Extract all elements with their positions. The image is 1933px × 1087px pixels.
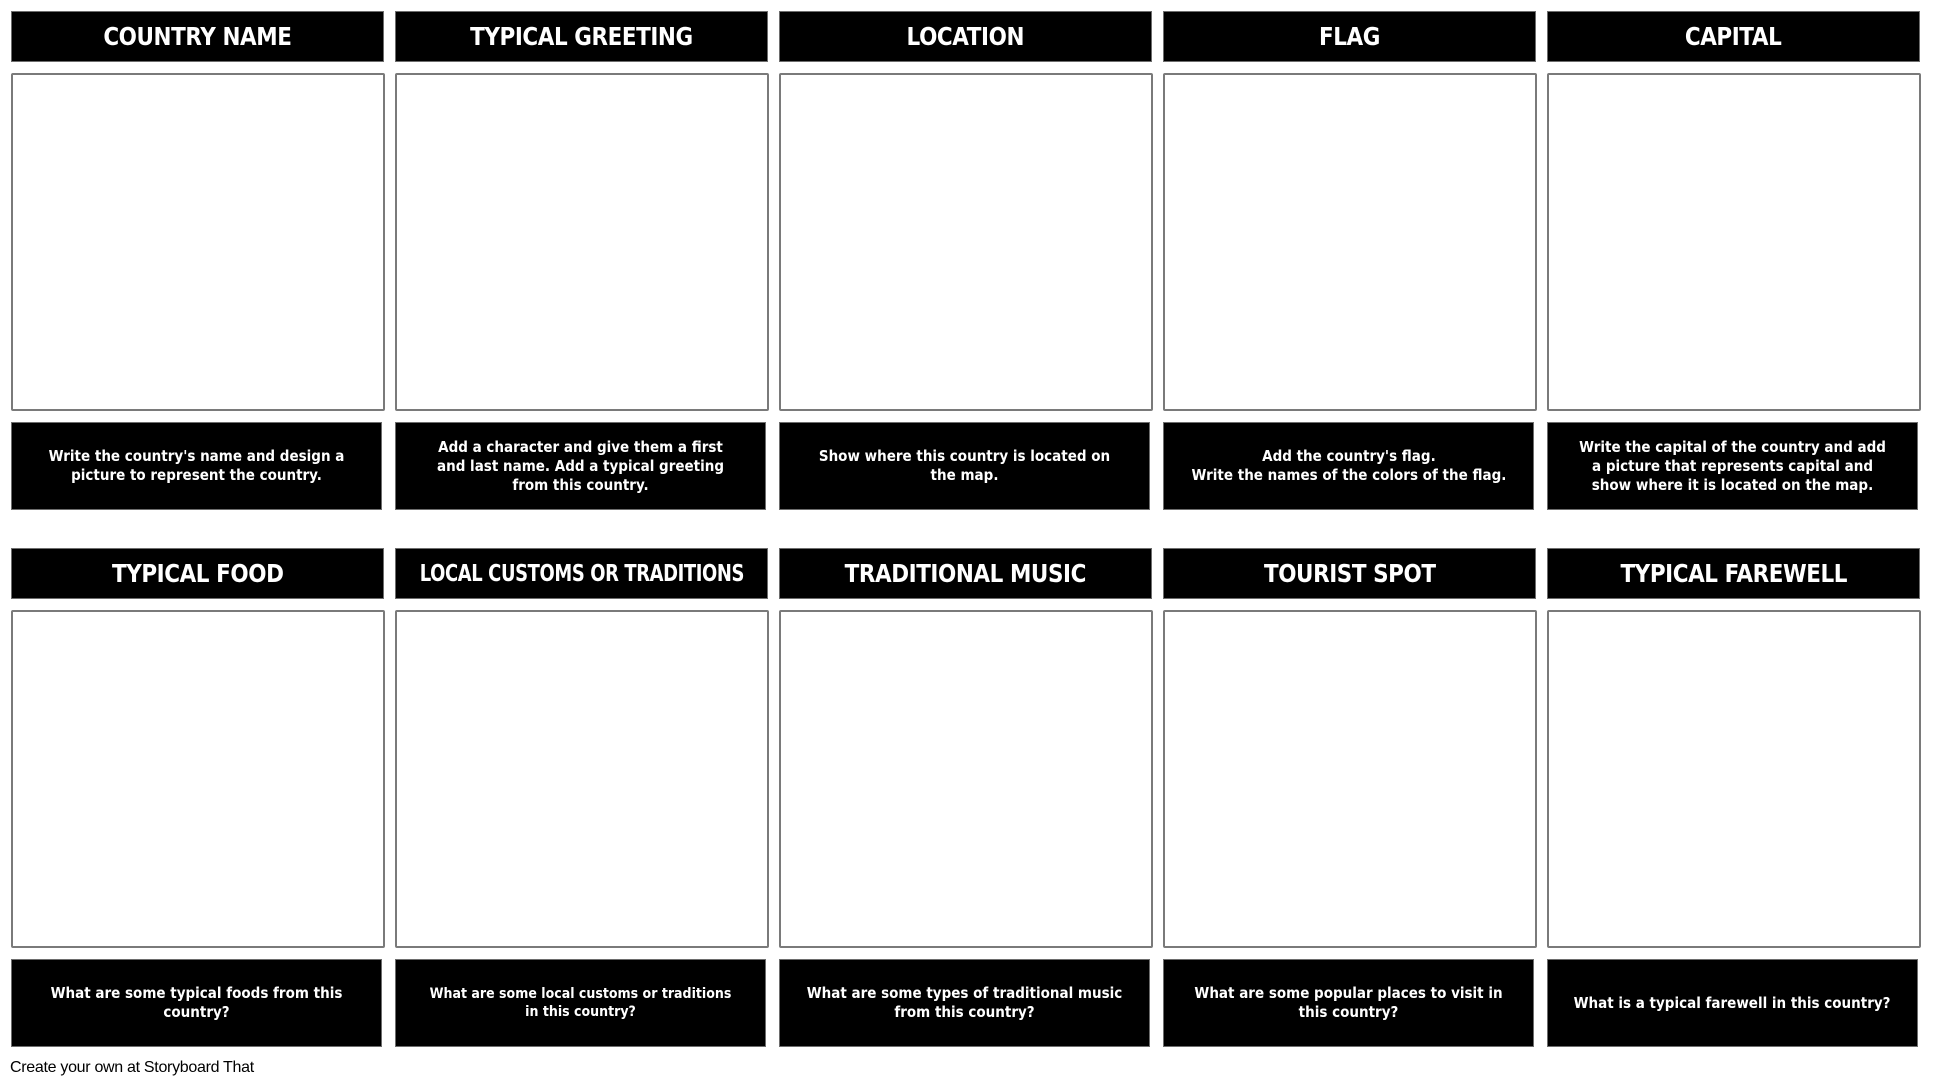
cell-description: Add the country's flag. Write the names of the colors of the flag. — [1163, 422, 1534, 510]
cell-description: Write the capital of the country and add a picture that represents capital and show where it is located on the map. — [1547, 422, 1918, 510]
cell-title: LOCATION — [779, 11, 1152, 62]
cell-title: TYPICAL FOOD — [11, 548, 384, 599]
cell-title: CAPITAL — [1547, 11, 1920, 62]
cell-title: LOCAL CUSTOMS OR TRADITIONS — [395, 548, 768, 599]
cell-description: Add a character and give them a first and last name. Add a typical greeting from this country. — [395, 422, 766, 510]
cell-description: What are some types of traditional music from this country? — [779, 959, 1150, 1047]
picture-frame[interactable] — [1547, 610, 1921, 948]
cell-description: What are some popular places to visit in this country? — [1163, 959, 1534, 1047]
cell-description: What are some local customs or traditions in this country? — [395, 959, 766, 1047]
cell-description: What are some typical foods from this country? — [11, 959, 382, 1047]
cell-description: What is a typical farewell in this country? — [1547, 959, 1918, 1047]
picture-frame[interactable] — [395, 610, 769, 948]
picture-frame[interactable] — [1163, 73, 1537, 411]
picture-frame[interactable] — [1547, 73, 1921, 411]
cell-description: Write the country's name and design a picture to represent the country. — [11, 422, 382, 510]
cell-title: COUNTRY NAME — [11, 11, 384, 62]
cell-title: TYPICAL GREETING — [395, 11, 768, 62]
footer-credit[interactable]: Create your own at Storyboard That — [10, 1059, 254, 1076]
picture-frame[interactable] — [11, 610, 385, 948]
cell-description: Show where this country is located on the map. — [779, 422, 1150, 510]
picture-frame[interactable] — [779, 610, 1153, 948]
picture-frame[interactable] — [11, 73, 385, 411]
cell-title: TOURIST SPOT — [1163, 548, 1536, 599]
cell-title: FLAG — [1163, 11, 1536, 62]
picture-frame[interactable] — [395, 73, 769, 411]
picture-frame[interactable] — [1163, 610, 1537, 948]
cell-title: TYPICAL FAREWELL — [1547, 548, 1920, 599]
picture-frame[interactable] — [779, 73, 1153, 411]
cell-title: TRADITIONAL MUSIC — [779, 548, 1152, 599]
